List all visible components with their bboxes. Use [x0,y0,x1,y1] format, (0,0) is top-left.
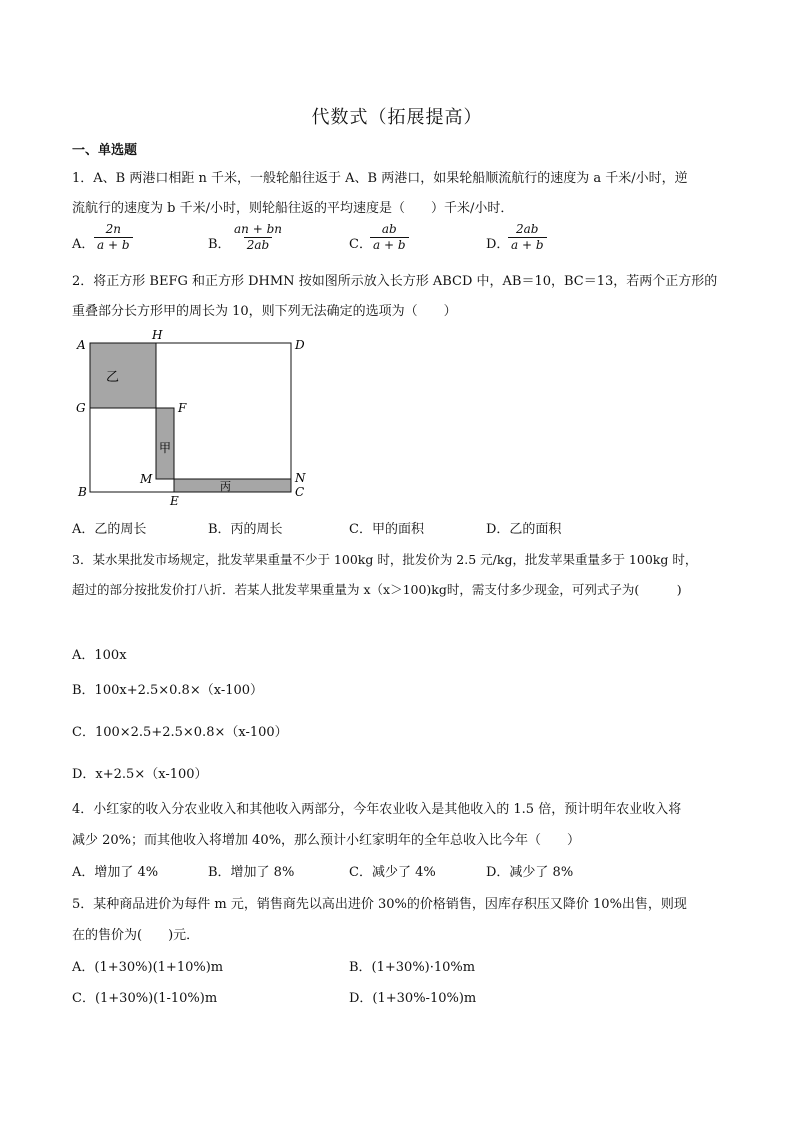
q1-text-line1: 1．A、B 两港口相距 n 千米，一般轮船往返于 A、B 两港口，如果轮船顺流航行的速度为 a 千米/小时，逆 [72,171,688,186]
point-c: C [295,485,305,499]
q4-text-line1: 4．小红家的收入分农业收入和其他收入两部分，今年农业收入是其他收入的 1.5 倍，预计明年农业收入将 [72,802,682,817]
q1-option-a-denominator: a + b [94,237,133,253]
q1-option-c-numerator: ab [381,222,397,236]
section-heading: 一、单选题 [72,143,138,158]
point-g: G [76,401,86,415]
q1-option-b-fraction [231,222,285,253]
q1-option-b-label: B． [208,237,231,252]
point-a: A [77,338,86,352]
q1-option-d-fraction [508,222,547,253]
q2-option-a: A．乙的周长 [72,522,147,537]
q1-option-c-denominator: a + b [370,237,409,253]
q3-option-d: D．x+2.5×（x-100） [72,767,208,782]
label-yi: 乙 [106,370,120,385]
region-bing [174,479,291,492]
q5-option-a: A．(1+30%)(1+10%)m [72,960,224,975]
region-yi [90,343,156,408]
point-b: B [78,485,87,499]
q2-option-b: B．丙的周长 [208,522,283,537]
q4-option-c: C．减少了 4% [349,865,436,880]
point-d: D [295,338,305,352]
q4-option-b: B．增加了 8% [208,865,295,880]
q3-text-line1: 3．某水果批发市场规定，批发苹果重量不少于 100kg 时，批发价为 2.5 元/kg，批发苹果重量多于 100kg 时， [72,552,698,567]
q2-option-c: C．甲的面积 [349,522,424,537]
label-jia: 甲 [159,441,172,455]
page-title: 代数式（拓展提高） [311,107,483,128]
q3-option-c: C．100×2.5+2.5×0.8×（x-100） [72,725,288,740]
q2-text-line2: 重叠部分长方形甲的周长为 10，则下列无法确定的选项为（ ） [72,304,457,319]
point-f: F [178,401,187,415]
q3-text-line2: 超过的部分按批发价打八折．若某人批发苹果重量为 x（x＞100)kg时，需支付多少现金，可列式子为( ) [72,582,682,597]
q1-option-c-label: C． [349,237,372,252]
q1-option-d-denominator: a + b [508,237,547,253]
q1-option-b-denominator: 2ab [244,237,272,253]
q4-option-a: A．增加了 4% [72,865,159,880]
q1-option-a-fraction [94,222,133,253]
point-n: N [295,471,306,485]
q3-option-a: A．100x [72,648,127,663]
q2-text-line1: 2．将正方形 BEFG 和正方形 DHMN 按如图所示放入长方形 ABCD 中，AB＝10，BC＝13，若两个正方形的 [72,274,718,289]
label-bing: 丙 [220,480,231,493]
q1-option-a-numerator: 2n [105,222,121,236]
q1-text-line2: 流航行的速度为 b 千米/小时，则轮船往返的平均速度是（ ）千米/小时． [72,201,514,216]
q5-text-line1: 5．某种商品进价为每件 m 元，销售商先以高出进价 30%的价格销售，因库存积压又降价 10%出售，则现 [72,897,687,912]
q1-option-c-fraction [370,222,409,253]
q5-option-b: B．(1+30%)·10%m [349,960,476,975]
q4-option-d: D．减少了 8% [486,865,574,880]
q2-geometry-figure [70,328,320,508]
q4-text-line2: 减少 20%；而其他收入将增加 40%，那么预计小红家明年的全年总收入比今年（ ） [72,833,581,848]
point-m: M [140,472,153,486]
q1-option-a-label: A． [72,237,95,252]
q2-option-d: D．乙的面积 [486,522,562,537]
q5-text-line2: 在的售价为( )元． [72,928,200,943]
q1-option-d-numerator: 2ab [516,222,539,236]
point-h: H [152,328,163,342]
point-e: E [170,494,179,508]
q5-option-d: D．(1+30%-10%)m [349,991,477,1006]
q1-option-b-numerator: an + bn [234,222,282,236]
square-dhmn [156,343,291,479]
q1-option-d-label: D． [486,237,510,252]
q3-option-b: B．100x+2.5×0.8×（x-100） [72,683,264,698]
q5-option-c: C．(1+30%)(1-10%)m [72,991,218,1006]
